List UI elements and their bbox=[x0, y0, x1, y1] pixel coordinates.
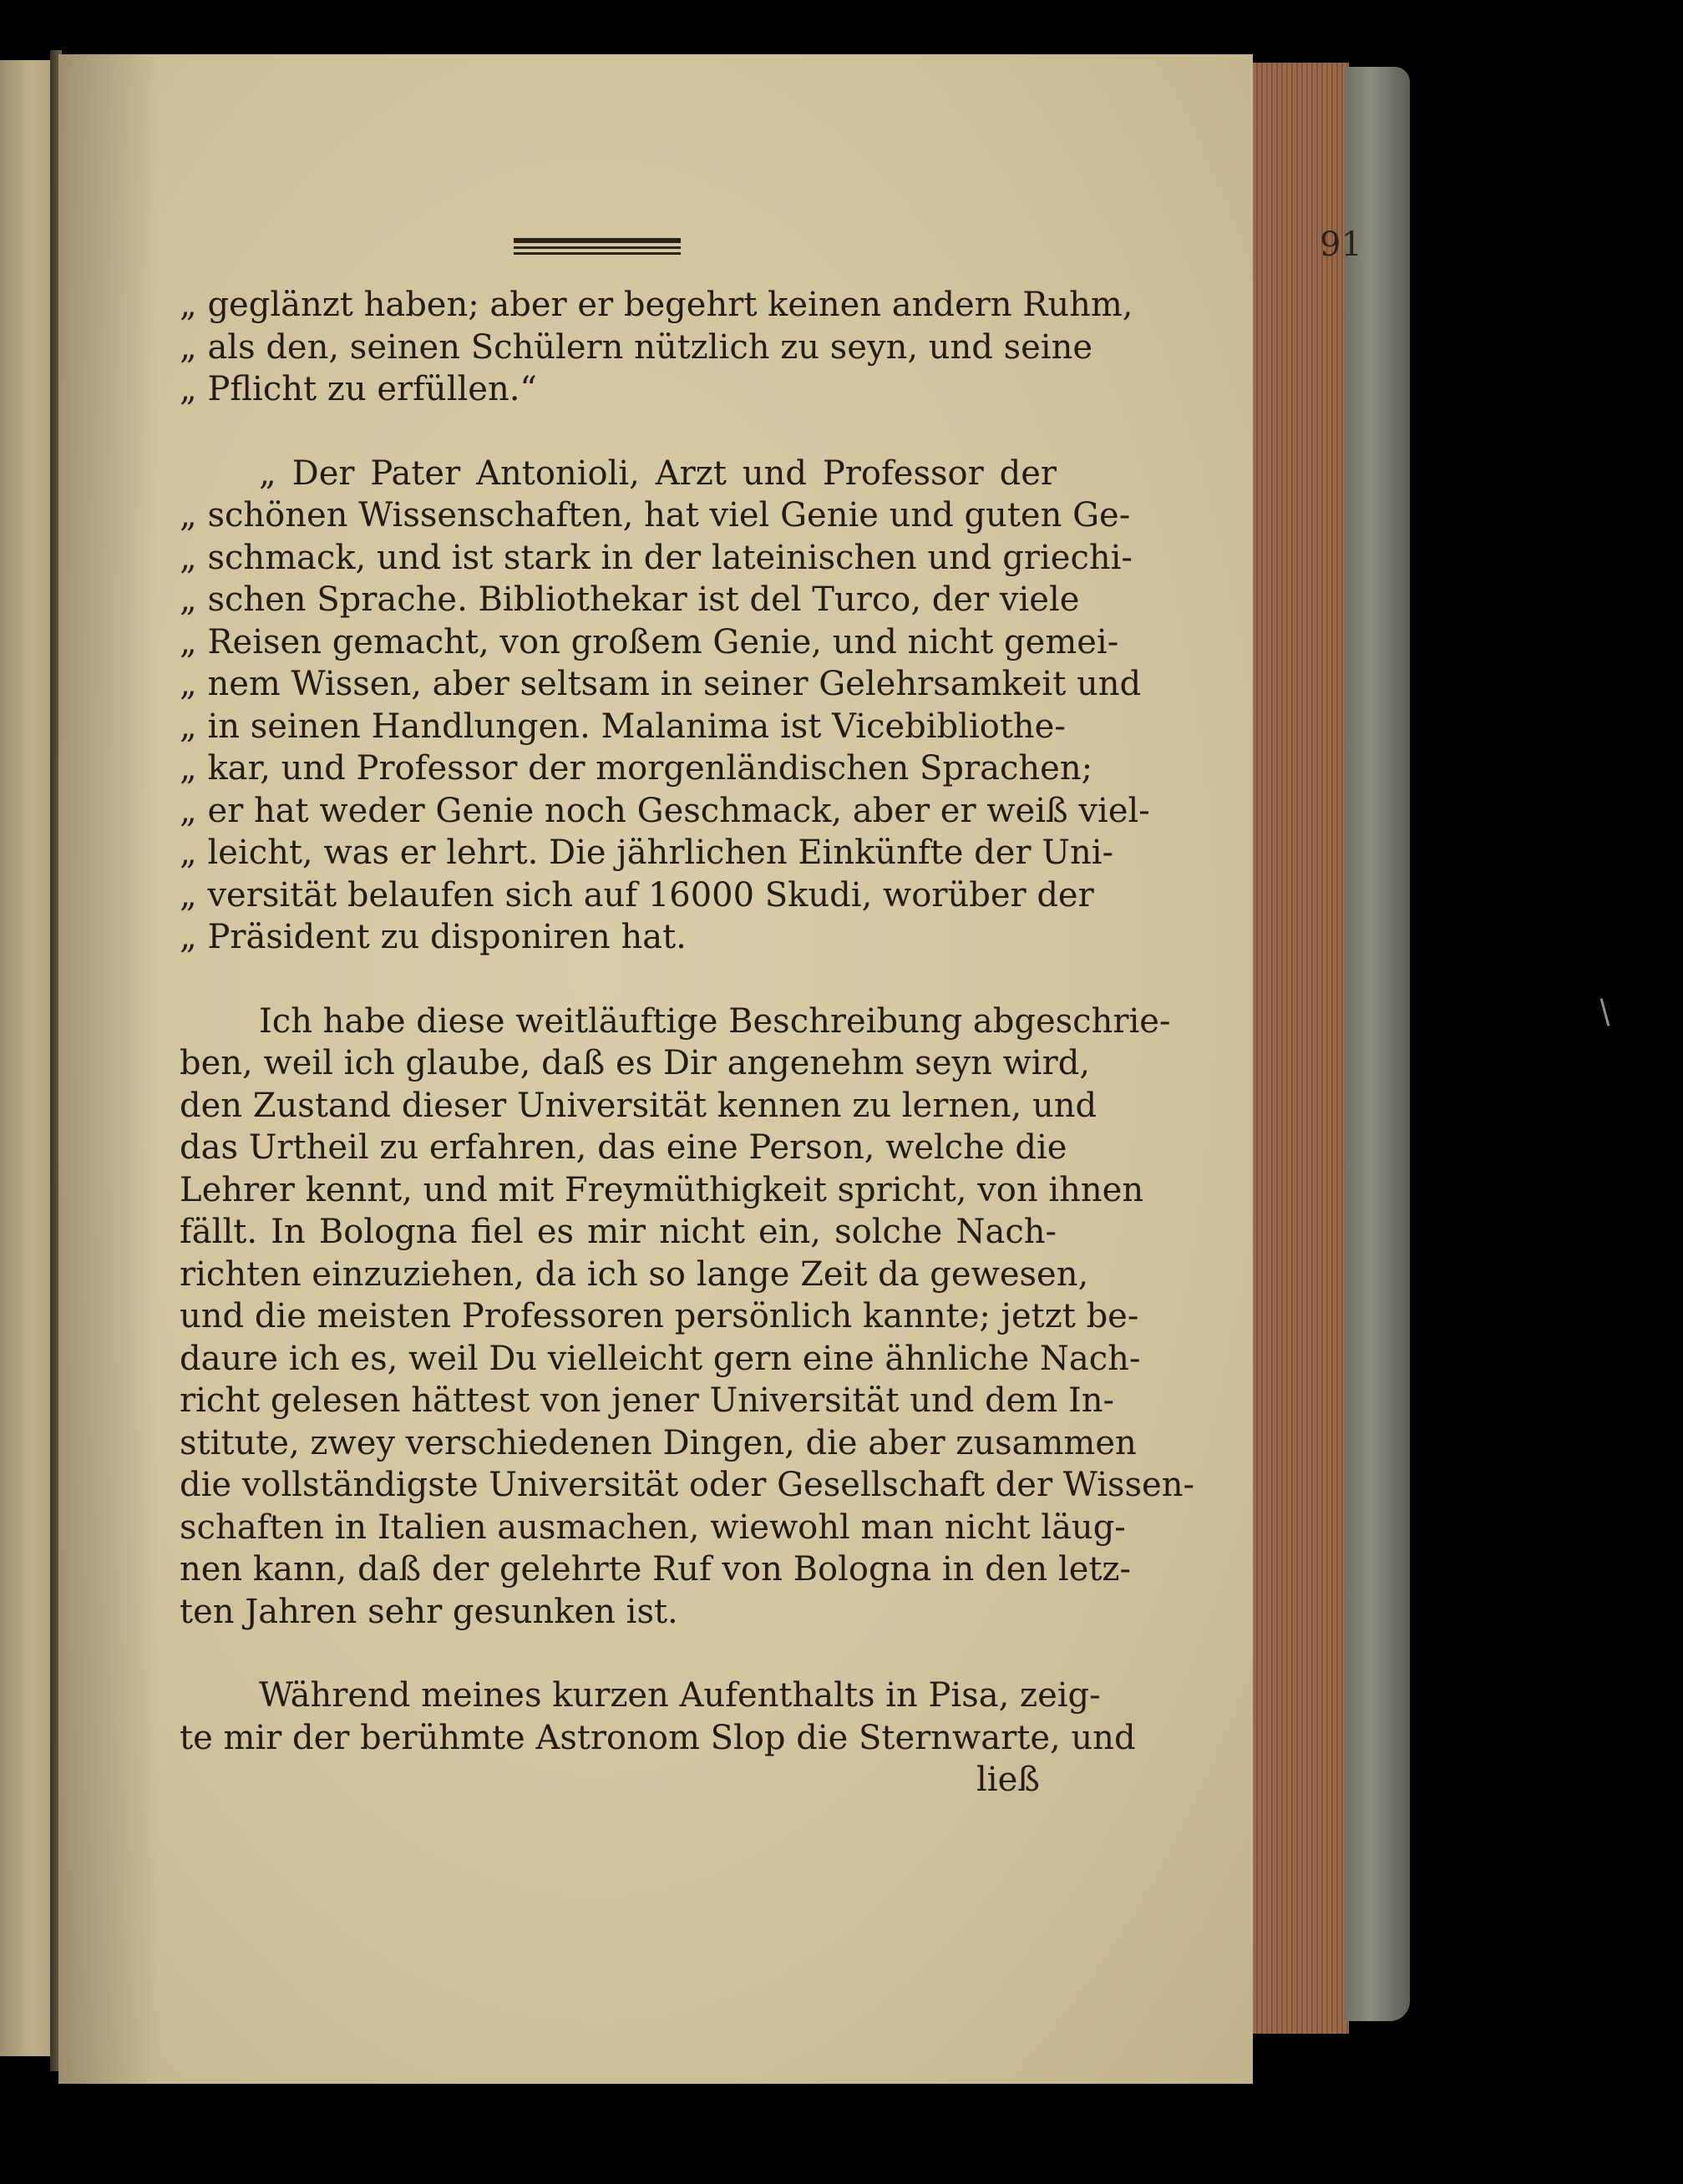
text-line: „ in seinen Handlungen. Malanima ist Vicebibliothe- bbox=[180, 707, 1066, 746]
text-line: ten Jahren sehr gesunken ist. bbox=[180, 1592, 678, 1631]
text-line: „ als den, seinen Schülern nützlich zu seyn, und seine bbox=[180, 327, 1093, 367]
text-line: „ leicht, was er lehrt. Die jährlichen Einkünfte der Uni- bbox=[180, 834, 1114, 872]
text-line: „ geglänzt haben; aber er begehrt keinen andern Ruhm, bbox=[180, 286, 1133, 324]
book-cover bbox=[1345, 67, 1410, 2021]
page-number: 91 bbox=[1320, 225, 1362, 264]
quote-continuation bbox=[180, 284, 1133, 411]
text-line: te mir der berühmte Astronom Slop die Sternwarte, und bbox=[180, 1718, 1136, 1757]
text-line: den Zustand dieser Universität kennen zu lernen, und bbox=[180, 1086, 1097, 1125]
text-line: „ Pflicht zu erfüllen.“ bbox=[180, 370, 537, 408]
text-line: „ nem Wissen, aber seltsam in seiner Gelehrsamkeit und bbox=[180, 665, 1142, 703]
body-text bbox=[180, 284, 1194, 1801]
text-line: „ Der Pater Antonioli, Arzt und Professor der bbox=[259, 454, 1057, 493]
text-line: Lehrer kennt, und mit Freymüthigkeit spricht, von ihnen bbox=[180, 1170, 1144, 1209]
catchword: ließ bbox=[976, 1761, 1040, 1799]
text-line: fällt. In Bologna fiel es mir nicht ein, solche Nach- bbox=[180, 1213, 1057, 1251]
text-line: „ Reisen gemacht, von großem Genie, und nicht gemei- bbox=[180, 622, 1119, 661]
quote-paragraph bbox=[180, 453, 1150, 959]
text-line: „ kar, und Professor der morgenländischen Sprachen; bbox=[180, 749, 1093, 788]
text-line: stitute, zwey verschiedenen Dingen, die aber zusammen bbox=[180, 1423, 1137, 1462]
text-line: „ Präsident zu disponiren hat. bbox=[180, 918, 687, 956]
text-line: „ versität belaufen sich auf 16000 Skudi, worüber der bbox=[180, 875, 1094, 915]
page-block-edge bbox=[1249, 63, 1349, 2034]
text-line: daure ich es, weil Du vielleicht gern eine ähnliche Nach- bbox=[180, 1339, 1141, 1378]
scan-mark bbox=[1600, 998, 1610, 1026]
text-line: Während meines kurzen Aufenthalts in Pisa, zeig- bbox=[259, 1676, 1101, 1715]
text-line: „ schmack, und ist stark in der lateinischen und griechi- bbox=[180, 538, 1133, 577]
paragraph bbox=[180, 1001, 1194, 1634]
text-line: „ schönen Wissenschaften, hat viel Genie und guten Ge- bbox=[180, 496, 1131, 535]
text-line: richt gelesen hättest von jener Universität und dem In- bbox=[180, 1381, 1115, 1420]
text-line: richten einzuziehen, da ich so lange Zeit da gewesen, bbox=[180, 1254, 1089, 1294]
text-line: und die meisten Professoren persönlich kannte; jetzt be- bbox=[180, 1297, 1139, 1335]
header-rule bbox=[514, 238, 681, 256]
text-line: ben, weil ich glaube, daß es Dir angenehm seyn wird, bbox=[180, 1044, 1091, 1082]
text-line: das Urtheil zu erfahren, das eine Person, welche die bbox=[180, 1128, 1067, 1167]
text-line: nen kann, daß der gelehrte Ruf von Bologna in den letz- bbox=[180, 1550, 1132, 1589]
paragraph bbox=[180, 1675, 1136, 1801]
text-line: die vollständigste Universität oder Gesellschaft der Wissen- bbox=[180, 1466, 1194, 1504]
text-line: „ schen Sprache. Bibliothekar ist del Turco, der viele bbox=[180, 580, 1080, 619]
facing-page bbox=[0, 60, 52, 2056]
text-line: „ er hat weder Genie noch Geschmack, aber er weiß viel- bbox=[180, 791, 1150, 830]
text-line: Ich habe diese weitläuftige Beschreibung abgeschrie- bbox=[259, 1001, 1171, 1041]
text-line: schaften in Italien ausmachen, wiewohl man nicht läug- bbox=[180, 1508, 1126, 1547]
